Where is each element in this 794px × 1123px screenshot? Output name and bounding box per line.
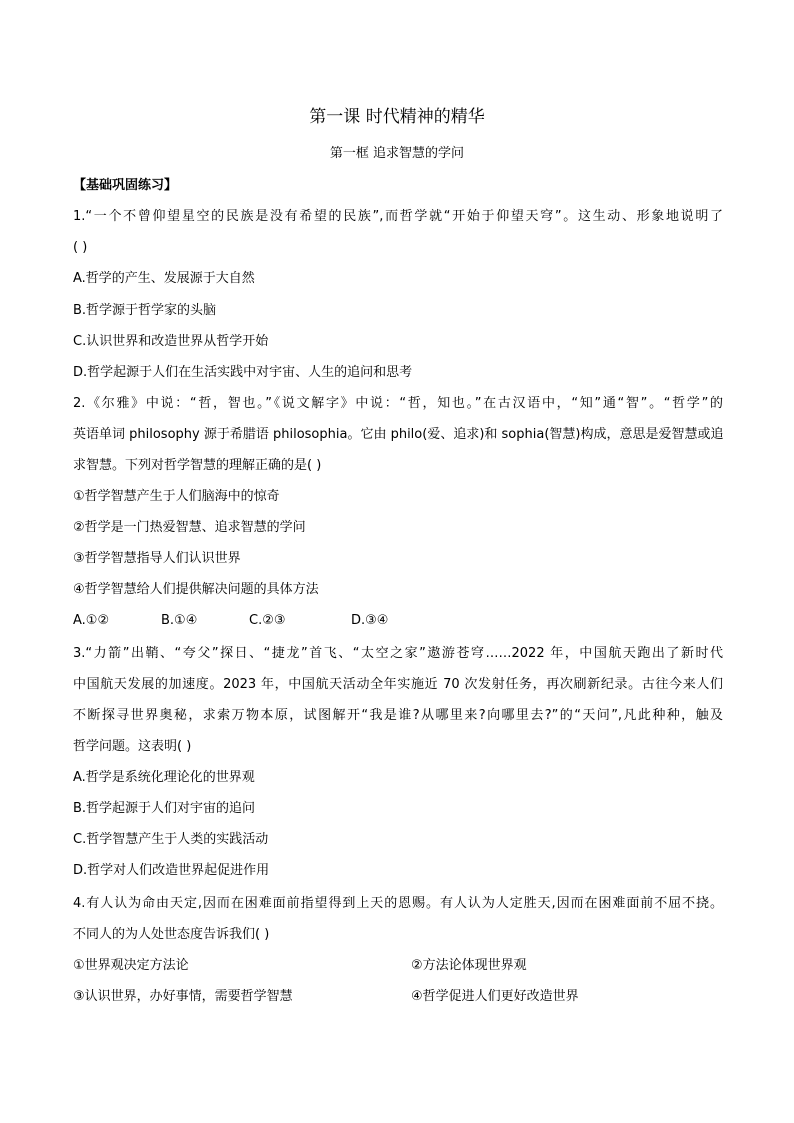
q3-stem-line1: 3.“力箭”出鞘、“夸父”探日、“捷龙”首飞、“太空之家”遨游苍穹……2022 年，中国航天跑出了新时代 [73,646,723,661]
section-subtitle: 第一框 追求智慧的学问 [329,146,465,161]
q2-statement-4: ④哲学智慧给人们提供解决问题的具体方法 [73,582,319,597]
q1-option-d: D.哲学起源于人们在生活实践中对宇宙、人生的追问和思考 [73,365,413,380]
q4-statement-4: ④哲学促进人们更好改造世界 [411,989,579,1004]
q3-option-c: C.哲学智慧产生于人类的实践活动 [73,832,269,847]
q2-options [73,612,723,630]
q1-option-b: B.哲学源于哲学家的头脑 [73,303,217,318]
q2-option-b: B.①④ [161,613,198,628]
q1-stem-line2: ( ) [73,240,88,255]
exercise-section-heading: 【基础巩固练习】 [73,178,178,193]
q4-statement-row2 [73,988,723,1006]
q4-statement-3: ③认识世界，办好事情，需要哲学智慧 [73,989,293,1004]
q1-stem-line1: 1.“一个不曾仰望星空的民族是没有希望的民族”,而哲学就“开始于仰望天穹”。这生动、形象地说明了 [73,209,723,224]
q2-option-d: D.③④ [351,613,389,628]
q3-option-a: A.哲学是系统化理论化的世界观 [73,770,255,785]
q2-option-c: C.②③ [249,613,286,628]
q2-statement-1: ①哲学智慧产生于人们脑海中的惊奇 [73,489,280,504]
q1-option-c: C.认识世界和改造世界从哲学开始 [73,334,269,349]
q2-stem-line2: 英语单词 philosophy 源于希腊语 philosophia。它由 philo(爱、追求)和 sophia(智慧)构成，意思是爱智慧或追 [73,427,724,442]
q2-statement-2: ②哲学是一门热爱智慧、追求智慧的学问 [73,520,306,535]
q4-statement-1: ①世界观决定方法论 [73,958,189,973]
q3-stem-line2: 中国航天发展的加速度。2023 年，中国航天活动全年实施近 70 次发射任务，再次刷新纪录。古往今来人们 [73,677,723,692]
q3-stem-line3: 不断探寻世界奥秘，求索万物本原，试图解开“我是谁?从哪里来?向哪里去?”的“天问”,凡此种种，触及 [73,708,723,723]
q4-stem-line2: 不同人的为人处世态度告诉我们( ) [73,927,270,942]
q4-statement-row1 [73,957,723,975]
q2-stem-line3: 求智慧。下列对哲学智慧的理解正确的是( ) [73,458,322,473]
lesson-title: 第一课 时代精神的精华 [309,107,485,127]
q1-option-a: A.哲学的产生、发展源于大自然 [73,271,255,286]
q3-option-b: B.哲学起源于人们对宇宙的追问 [73,801,256,816]
q4-statement-2: ②方法论体现世界观 [411,958,527,973]
q3-stem-line4: 哲学问题。这表明( ) [73,739,192,754]
q2-stem-line1: 2.《尔雅》中说：“哲，智也。”《说文解字》中说：“哲，知也。”在古汉语中，“知”通“智”。“哲学”的 [73,396,723,411]
q2-option-a: A.①② [73,613,110,628]
q4-stem-line1: 4.有人认为命由天定,因而在困难面前指望得到上天的恩赐。有人认为人定胜天,因而在困难面前不屈不挠。 [73,896,723,911]
q3-option-d: D.哲学对人们改造世界起促进作用 [73,863,270,878]
q2-statement-3: ③哲学智慧指导人们认识世界 [73,551,241,566]
